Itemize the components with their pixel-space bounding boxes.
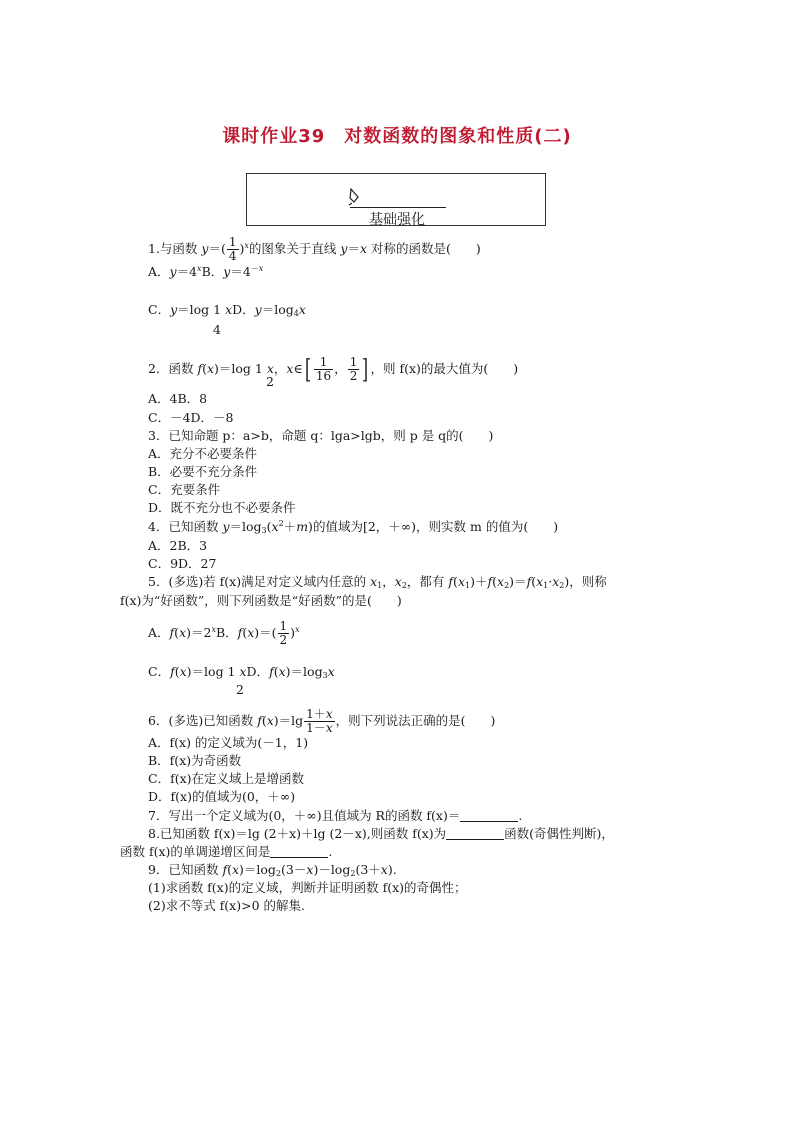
- question-3-option-d: D．既不充分也不必要条件: [148, 500, 296, 515]
- answer-blank[interactable]: [446, 827, 504, 840]
- question-6-option-c: C．f(x)在定义域上是增函数: [148, 771, 304, 786]
- question-4-stem: 4．已知函数 $y=\log_3(x^2+m)$的值域为[2，＋∞)，则实数 m 的值为( ): [148, 519, 559, 535]
- page-title: 课时作业39 对数函数的图象和性质(二): [222, 126, 572, 147]
- question-2-options-ab: A．4B．8: [148, 391, 208, 406]
- question-3-option-a: A．充分不必要条件: [148, 446, 258, 461]
- question-8-stem-line2: 函数 f(x)的单调递增区间是 .: [120, 844, 333, 859]
- question-3-option-c: C．充要条件: [148, 482, 221, 497]
- question-1-options-ab: A．$y=4^xB$．$y=4^{-x}$: [148, 264, 264, 279]
- banner-label: 基础强化: [369, 212, 425, 228]
- section-banner: [246, 173, 546, 226]
- pen-nib-icon: [347, 188, 361, 206]
- question-2-log-base: 2: [266, 374, 274, 389]
- question-9-part-1: (1)求函数 f(x)的定义域，判断并证明函数 f(x)的奇偶性；: [148, 880, 467, 895]
- question-4-options-cd: C．9D．27: [148, 556, 217, 571]
- question-3-option-b: B．必要不充分条件: [148, 464, 258, 479]
- question-1-options-cd: C．y＝log 1 xD．$y=\log_4x$: [148, 302, 306, 318]
- question-5-stem: 5．(多选)若 f(x)满足对定义域内任意的 $x_1$，$x_2$，都有 $f(x_1)+f(x_2)=f(x_1\cdot x_2)$，则称: [148, 574, 607, 590]
- question-6-option-b: B．f(x)为奇函数: [148, 753, 242, 768]
- question-6-stem: 6．(多选)已知函数 f(x)＝lg $\frac{1+x}{1-x}$ ，则下列说法正确的是( ): [148, 707, 496, 735]
- question-4-options-ab: A．2B．3: [148, 538, 208, 553]
- question-5-stem-line2: f(x)为“好函数”，则下列函数是“好函数”的是( ): [120, 593, 402, 608]
- question-3-stem: 3．已知命题 p：a>b，命题 q：lga>lgb，则 p 是 q的( ): [148, 428, 494, 443]
- question-9-part-2: (2)求不等式 f(x)>0 的解集.: [148, 898, 305, 913]
- question-9-stem: 9．已知函数 $f(x)=\log_2(3-x)-\log_2(3+x)$.: [148, 862, 397, 878]
- question-1-stem: 1.与函数 y＝( $\frac{1}{4}$ )$^x$的图象关于直线 y＝x 对称的函数是( ): [148, 235, 481, 263]
- question-5-options-ab: A．$f(x)=2^xB$．f(x)＝( $\frac{1}{2}$ )$^x$: [148, 619, 300, 647]
- question-2-options-cd: C．－4D．－8: [148, 410, 234, 425]
- question-1-log-base: 4: [213, 322, 221, 337]
- banner-rule: [350, 207, 446, 208]
- question-7-stem: 7．写出一个定义域为(0，＋∞)且值域为 R的函数 f(x)＝ .: [148, 808, 523, 823]
- question-6-option-a: A．f(x) 的定义域为(－1，1): [148, 735, 309, 750]
- question-8-stem: 8.已知函数 f(x)＝lg (2＋x)＋lg (2－x),则函数 f(x)为 函数(奇偶性判断)，: [148, 826, 614, 841]
- question-5-options-cd: C．f(x)＝log 1 xD．$f(x)=\log_3x$: [148, 664, 335, 680]
- answer-blank[interactable]: [460, 809, 518, 822]
- question-6-option-d: D．f(x)的值域为(0，＋∞): [148, 789, 296, 804]
- question-2-stem: 2．函数 f(x)＝log 1 x，x∈[ $\frac{1}{16}$ ， $\frac{1}{2}$ ] ，则 f(x)的最大值为( ): [148, 354, 519, 385]
- answer-blank[interactable]: [270, 845, 328, 858]
- question-5-log-base: 2: [236, 682, 244, 697]
